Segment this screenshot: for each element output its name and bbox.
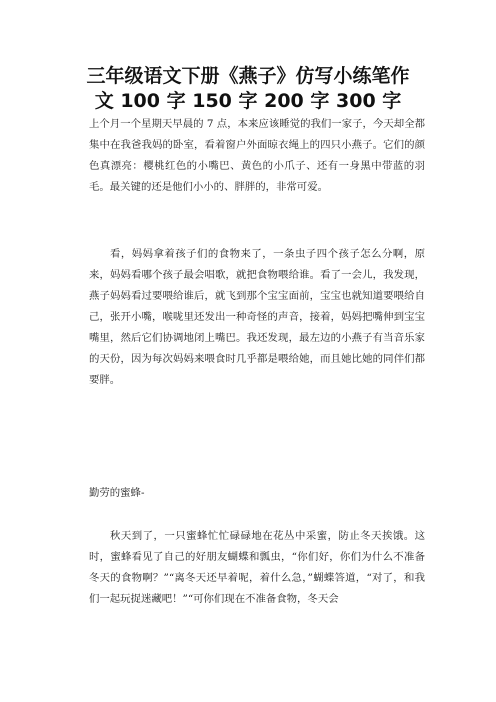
section-paragraph: 秋天到了，一只蜜蜂忙忙碌碌地在花丛中采蜜，防止冬天挨饿。这时，蜜蜂看见了自己的好朋友蝴蝶和瓢虫，“你们好，你们为什么不准备冬天的食物啊？”“离冬天还早着呢，着什么急，”蝴蝶答道，“对了，和我们一起玩捉迷藏吧！”“可你们现在不准备食物，冬天会 [89,530,425,605]
paragraph-1: 上个月一个星期天早晨的 7 点，本来应该睡觉的我们一家子，今天却全都集中在我爸我妈的卧室，看着窗户外面晾衣绳上的四只小燕子。它们的颜色真漂亮：樱桃红色的小嘴巴、黄色的小爪子、还有一身黑中带蓝的羽毛。最关键的还是他们小小的、胖胖的，非常可爱。 [89,118,425,193]
section-heading: 勤劳的蜜蜂- [89,487,145,499]
document-title-line1: 三年级语文下册《燕子》仿写小练笔作 [86,65,410,87]
paragraph-2: 看，妈妈拿着孩子们的食物来了，一条虫子四个孩子怎么分啊，原来，妈妈看哪个孩子最会唱歌，就把食物喂给谁。看了一会儿，我发现，燕子妈妈看过要喂给谁后，就飞到那个宝宝面前，宝宝也就知道要喂给自己，张开小嘴，喉咙里还发出一种奇怪的声音，接着，妈妈把嘴伸到宝宝嘴里，然后它们协调地闭上嘴巴。我还发现，最左边的小燕子有当音乐家的天份，因为每次妈妈来喂食时几乎都是喂给她，而且她比她的同伴们都要胖。 [89,248,425,386]
document-title-line2: 文 100 字 150 字 200 字 300 字 [94,90,402,112]
